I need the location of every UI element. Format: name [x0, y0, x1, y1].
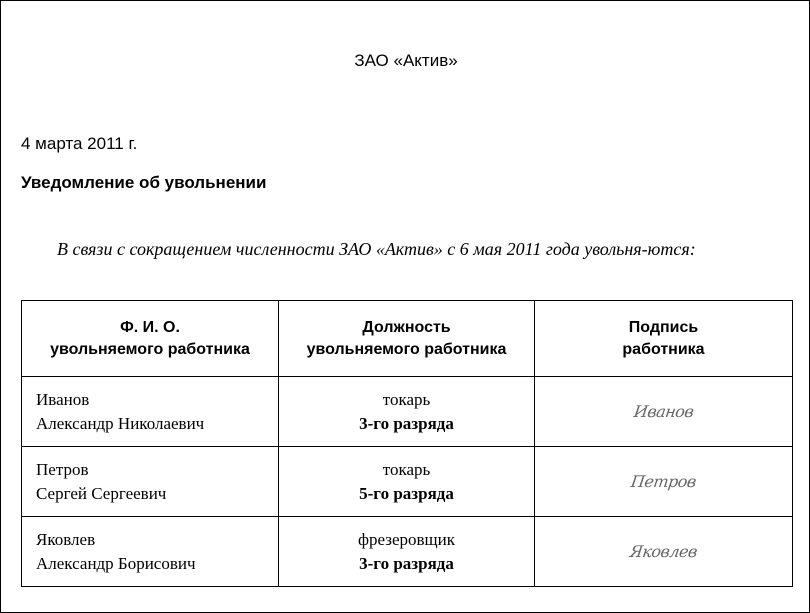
- dismissal-table: [21, 300, 793, 587]
- document-heading: Уведомление об увольнении: [21, 173, 267, 192]
- employee-surname: Яковлев: [36, 529, 96, 549]
- employee-position: фрезеровщик: [357, 529, 455, 549]
- header-fio-line2: увольняемого работника: [50, 340, 250, 358]
- employee-grade: 3-го разряда: [359, 553, 454, 573]
- header-position-line1: Должность: [362, 318, 451, 336]
- header-signature-line1: Подпись: [628, 318, 699, 336]
- employee-position-cell: [279, 517, 535, 587]
- header-position-line2: увольняемого работника: [306, 340, 507, 358]
- company-name: ЗАО «Актив»: [354, 51, 458, 70]
- employee-grade: 5-го разряда: [359, 483, 454, 503]
- employee-position-cell: [279, 447, 535, 517]
- handwritten-signature: Яковлев: [628, 541, 699, 561]
- employee-given-names: Сергей Сергеевич: [36, 483, 167, 503]
- header-position: [279, 301, 535, 377]
- table-header-row: [22, 301, 793, 377]
- employee-signature-cell: [535, 447, 793, 517]
- header-signature: [535, 301, 793, 377]
- header-signature-line2: работника: [622, 340, 705, 358]
- employee-position: токарь: [382, 389, 431, 409]
- handwritten-signature: Иванов: [632, 401, 695, 421]
- table-row: [22, 377, 793, 447]
- table-row: [22, 447, 793, 517]
- employee-given-names: Александр Николаевич: [36, 413, 205, 433]
- intro-paragraph: В связи с сокращением численности ЗАО «Актив» с 6 мая 2011 года увольня-ются:: [57, 239, 696, 259]
- employee-surname: Петров: [36, 459, 89, 479]
- employee-name-cell: [22, 447, 279, 517]
- employee-given-names: Александр Борисович: [36, 553, 196, 573]
- employee-name-cell: [22, 517, 279, 587]
- header-fio-line1: Ф. И. О.: [120, 318, 180, 336]
- employee-signature-cell: [535, 517, 793, 587]
- employee-position: токарь: [382, 459, 431, 479]
- table-row: [22, 517, 793, 587]
- document-date: 4 марта 2011 г.: [21, 134, 138, 153]
- header-fio: [22, 301, 279, 377]
- employee-position-cell: [279, 377, 535, 447]
- employee-signature-cell: [535, 377, 793, 447]
- handwritten-signature: Петров: [629, 471, 698, 491]
- employee-grade: 3-го разряда: [359, 413, 454, 433]
- employee-surname: Иванов: [36, 389, 90, 409]
- employee-name-cell: [22, 377, 279, 447]
